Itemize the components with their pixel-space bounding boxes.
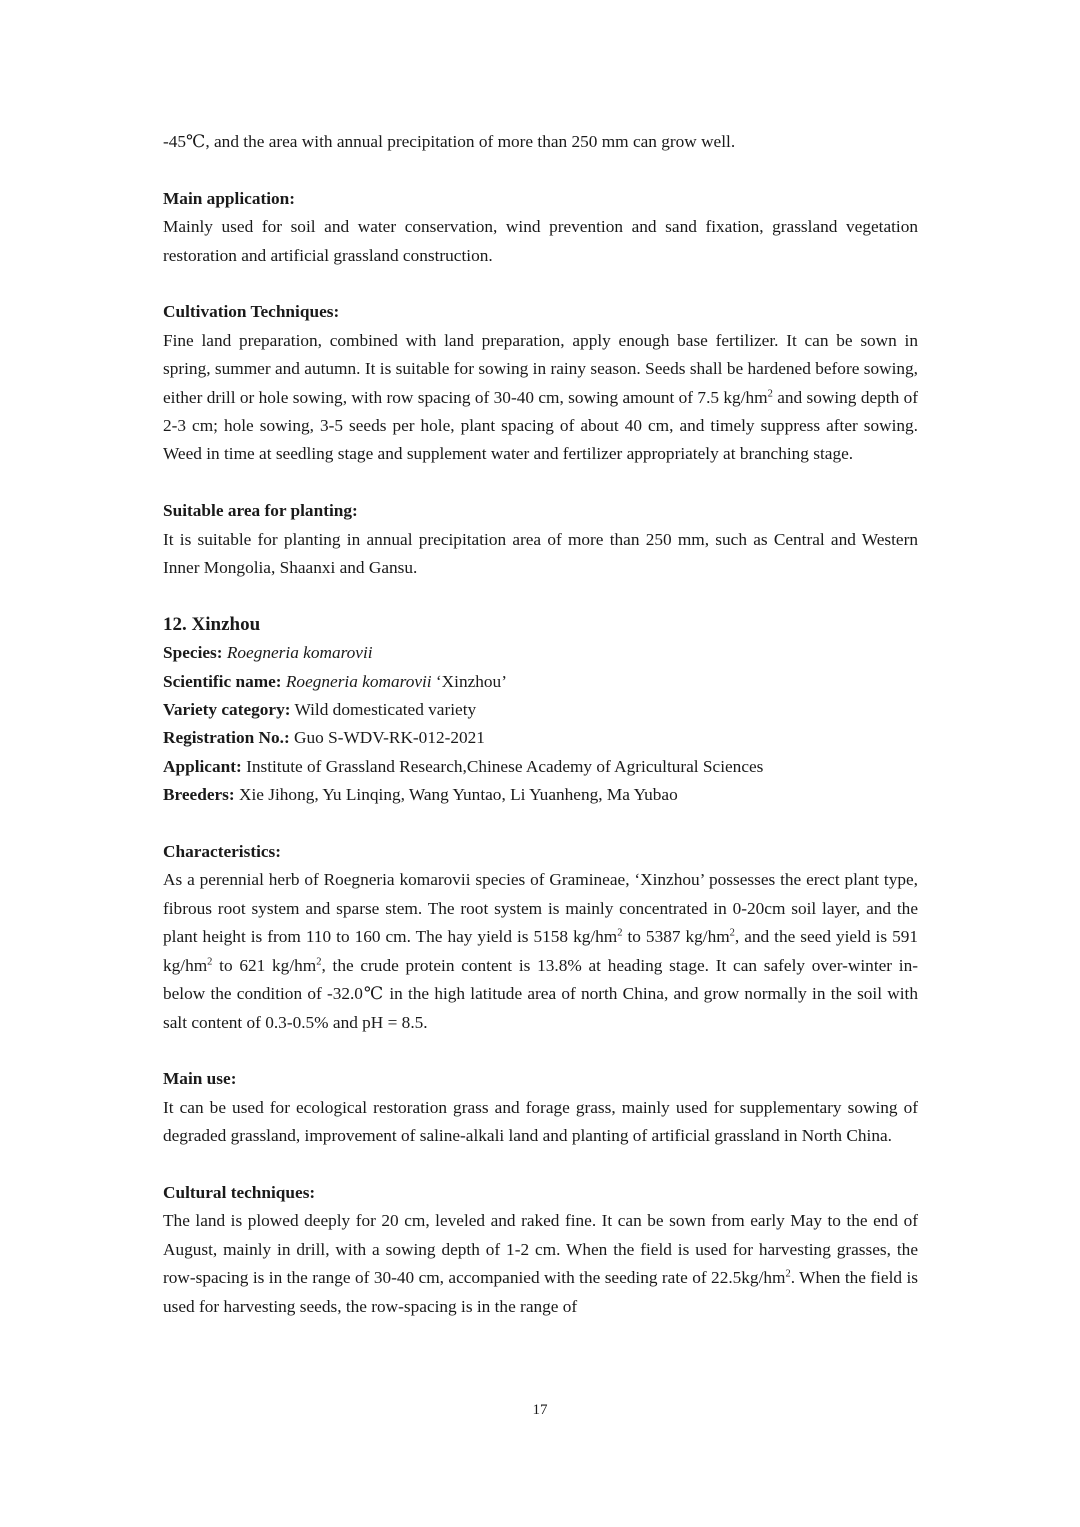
registration-label: Registration No.: bbox=[163, 728, 290, 748]
text-run: . When the field is used for harvesting seeds, the row-spacing is in the range of bbox=[163, 1268, 918, 1316]
superscript: 2 bbox=[729, 928, 735, 939]
spacer bbox=[163, 469, 918, 497]
main-use-heading: Main use: bbox=[163, 1069, 237, 1089]
scientific-name-italic: Roegneria komarovii bbox=[285, 671, 432, 691]
page-number: 17 bbox=[532, 1402, 548, 1418]
text-run: and sowing depth of 2-3 cm; hole sowing, 3-5 seeds per hole, plant spacing of about 40 cm, and timely suppress after sowing. Weed in time at seedling stage and supplement water and fertilizer appropriately at branching stage. bbox=[163, 387, 918, 464]
spacer bbox=[163, 582, 918, 610]
characteristics-heading: Characteristics: bbox=[163, 842, 282, 862]
variety-category-line bbox=[163, 696, 918, 724]
text-run: to 5387 kg/hm bbox=[622, 927, 730, 947]
text-run: Fine land preparation, combined with land preparation, apply enough base fertilizer. It can be sown in spring, summer and autumn. It is suitable for sowing in rainy season. Seeds shall be hardened before sowing, either drill or hole sowing, with row spacing of 30-40 cm, sowing amount of 7.5 kg/hm bbox=[163, 330, 918, 407]
text-run: , the crude protein content is 13.8% at heading stage. It can safely over-winter in-below the condition of -32.0℃ in the high latitude area of north China, and grow normally in the soil with salt content of 0.3-0.5% and pH = 8.5. bbox=[163, 955, 918, 1032]
species-value: Roegneria komarovii bbox=[226, 643, 373, 663]
scientific-name-rest: ‘Xinzhou’ bbox=[431, 671, 507, 691]
characteristics-text bbox=[163, 866, 918, 1036]
superscript: 2 bbox=[617, 928, 623, 939]
spacer bbox=[163, 1151, 918, 1179]
text-run: The land is plowed deeply for 20 cm, leveled and raked fine. It can be sown from early May to the end of August, mainly in drill, with a sowing depth of 1-2 cm. When the field is used for harvesting grasses, the row-spacing is in the range of 30-40 cm, accompanied with the seeding rate of 22.5kg/hm bbox=[163, 1211, 918, 1288]
cultivation-techniques-heading: Cultivation Techniques: bbox=[163, 302, 340, 322]
scientific-name-line bbox=[163, 668, 918, 696]
spacer bbox=[163, 1037, 918, 1065]
superscript: 2 bbox=[207, 956, 213, 968]
cultivation-techniques-text bbox=[163, 327, 918, 469]
text-run: , and the seed yield is 591 kg/hm bbox=[163, 927, 918, 975]
species-line bbox=[163, 639, 918, 667]
text-run: to 621 kg/hm bbox=[212, 955, 317, 975]
superscript: 2 bbox=[785, 1268, 791, 1280]
superscript: 2 bbox=[767, 388, 773, 400]
main-use-text: It can be used for ecological restoration grass and forage grass, mainly used for supplementary sowing of degraded grassland, improvement of saline-alkali land and planting of artificial grassland in North China. bbox=[163, 1097, 918, 1146]
superscript: 2 bbox=[316, 956, 322, 968]
applicant-value: Institute of Grassland Research,Chinese Academy of Agricultural Sciences bbox=[241, 756, 764, 776]
cultural-techniques-text bbox=[163, 1207, 918, 1321]
breeders-label: Breeders: bbox=[163, 785, 235, 805]
suitable-area-text: It is suitable for planting in annual precipitation area of more than 250 mm, such as Central and Western Inner Mongolia, Shaanxi and Gansu. bbox=[163, 529, 918, 578]
document-page bbox=[163, 128, 918, 1321]
scientific-name-label: Scientific name: bbox=[163, 671, 282, 691]
variety-title: 12. Xinzhou bbox=[163, 613, 261, 635]
applicant-label: Applicant: bbox=[163, 756, 242, 776]
spacer bbox=[163, 270, 918, 298]
registration-line bbox=[163, 724, 918, 752]
top-fragment-paragraph: -45℃, and the area with annual precipitation of more than 250 mm can grow well. bbox=[163, 132, 736, 151]
spacer bbox=[163, 810, 918, 838]
main-application-text: Mainly used for soil and water conservation, wind prevention and sand fixation, grassland vegetation restoration and artificial grassland construction. bbox=[163, 217, 918, 265]
cultural-techniques-heading: Cultural techniques: bbox=[163, 1182, 316, 1202]
suitable-area-heading: Suitable area for planting: bbox=[163, 501, 358, 521]
variety-category-label: Variety category: bbox=[163, 700, 291, 720]
species-label: Species: bbox=[163, 643, 223, 663]
main-application-heading: Main application: bbox=[163, 188, 296, 208]
breeders-value: Xie Jihong, Yu Linqing, Wang Yuntao, Li Yuanheng, Ma Yubao bbox=[234, 785, 678, 805]
applicant-line bbox=[163, 753, 918, 781]
breeders-line bbox=[163, 781, 918, 809]
registration-value: Guo S-WDV-RK-012-2021 bbox=[289, 728, 485, 748]
text-run: As a perennial herb of Roegneria komarovii species of Gramineae, ‘Xinzhou’ possesses the erect plant type, fibrous root system and sparse stem. The root system is mainly concentrated in 0-20cm soil layer, and the plant height is from 110 to 160 cm. The hay yield is 5158 kg/hm bbox=[163, 870, 918, 947]
variety-category-value: Wild domesticated variety bbox=[290, 700, 477, 720]
spacer bbox=[163, 156, 918, 184]
